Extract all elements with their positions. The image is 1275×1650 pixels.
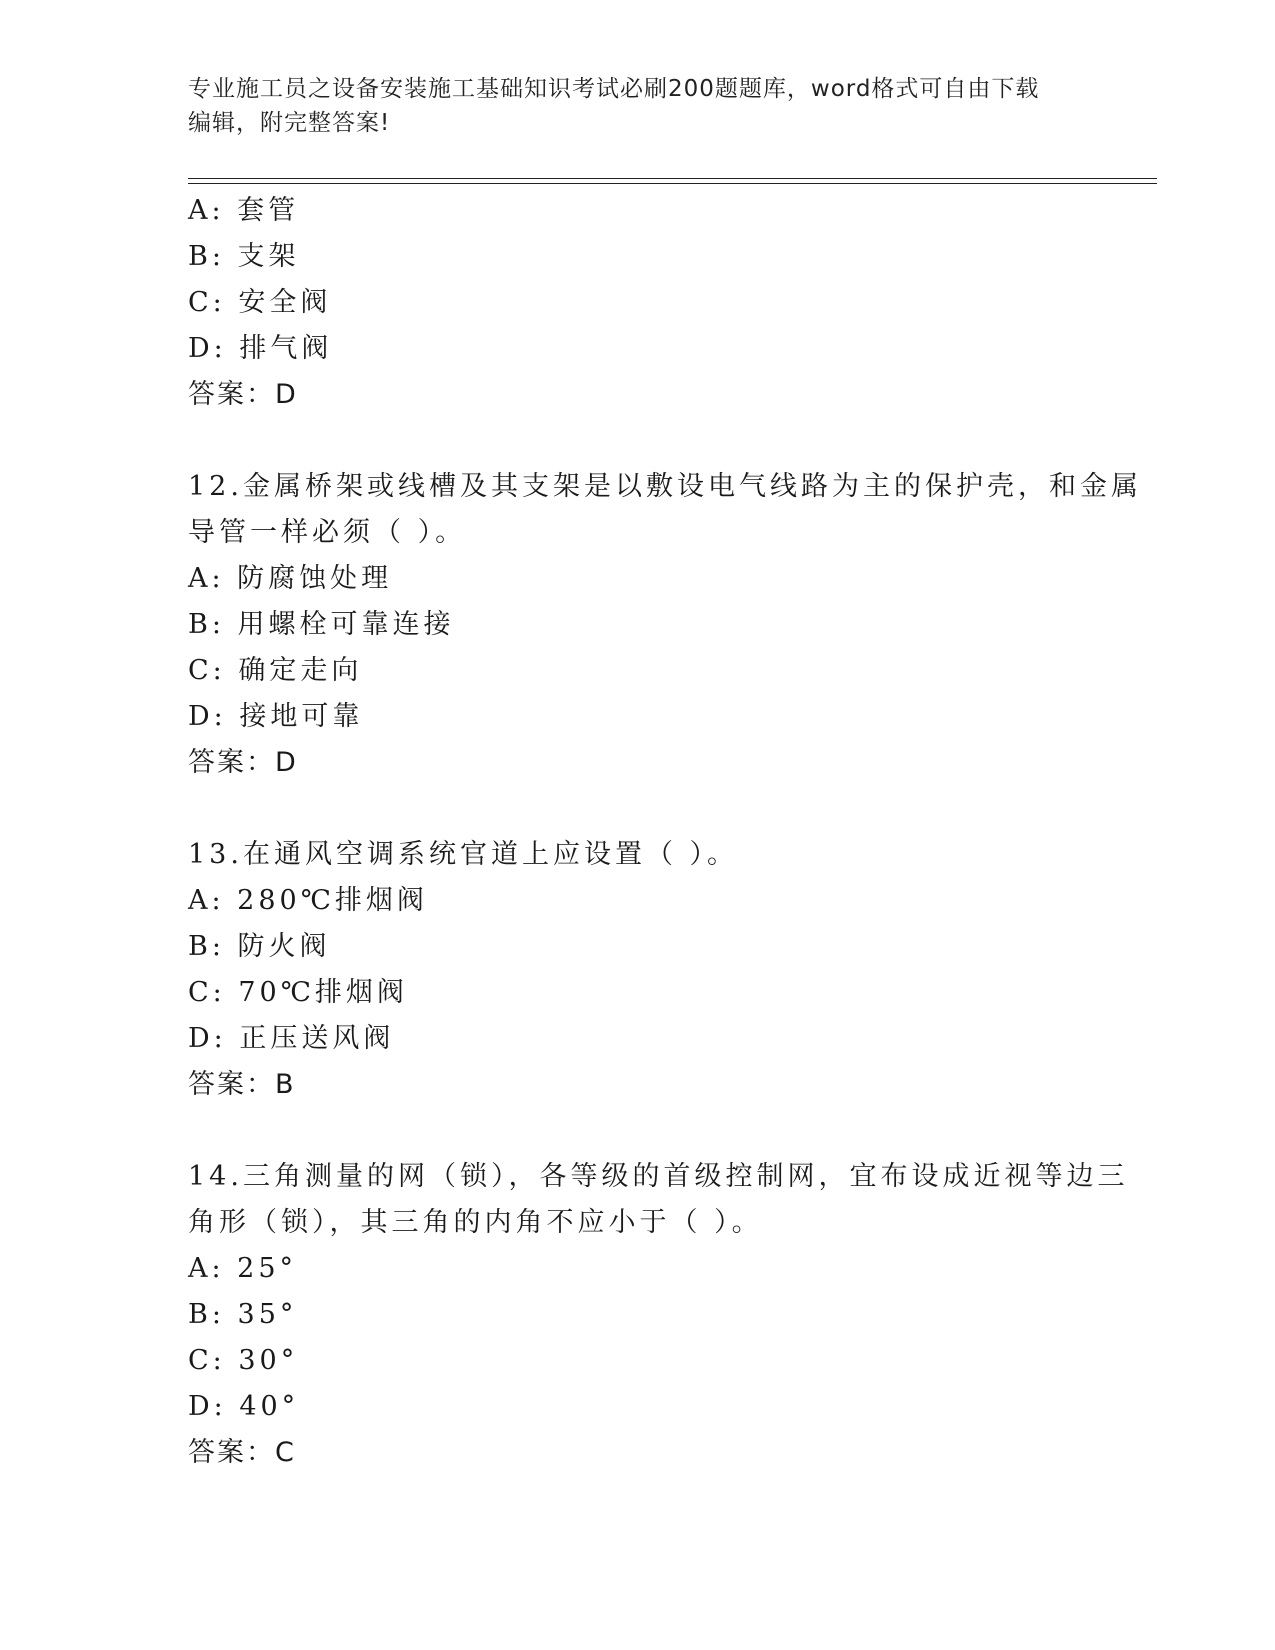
- option-b: B: 防火阀: [188, 931, 331, 962]
- option-d: D: 40°: [188, 1391, 300, 1422]
- option-c: C: 确定走向: [188, 655, 363, 686]
- option-d: D: 排气阀: [188, 333, 333, 364]
- answer-line: 答案：C: [188, 1437, 296, 1468]
- option-a: A: 套管: [188, 195, 300, 226]
- header-divider-bottom: [188, 183, 1157, 184]
- option-c: C: 30°: [188, 1345, 299, 1376]
- question-stem-line-1: 12.金属桥架或线槽及其支架是以敷设电气线路为主的保护壳，和金属: [188, 471, 1142, 502]
- question-block-continued: [188, 188, 1088, 418]
- option-c: C: 安全阀: [188, 287, 332, 318]
- answer-line: 答案：B: [188, 1069, 296, 1100]
- question-stem-line-2: 角形（锁），其三角的内角不应小于（ ）。: [188, 1207, 763, 1238]
- page-header: [188, 72, 1088, 140]
- option-b: B: 35°: [188, 1299, 298, 1330]
- option-a: A: 防腐蚀处理: [188, 563, 393, 594]
- question-stem-line-2: 导管一样必须（ ）。: [188, 517, 467, 548]
- answer-line: 答案：D: [188, 379, 298, 410]
- header-divider-top: [188, 178, 1157, 179]
- question-list: [188, 188, 1142, 1476]
- option-a: A: 25°: [188, 1253, 298, 1284]
- option-b: B: 用螺栓可靠连接: [188, 609, 455, 640]
- option-a: A: 280℃排烟阀: [188, 885, 428, 916]
- option-c: C: 70℃排烟阀: [188, 977, 408, 1008]
- question-stem-line-1: 14.三角测量的网（锁），各等级的首级控制网，宜布设成近视等边三: [188, 1161, 1129, 1192]
- question-stem-line-1: 13.在通风空调系统官道上应设置（ ）。: [188, 839, 739, 870]
- option-b: B: 支架: [188, 241, 300, 272]
- header-line-2: 编辑，附完整答案!: [188, 110, 391, 136]
- question-block-12: [188, 464, 1142, 786]
- option-d: D: 接地可靠: [188, 701, 364, 732]
- header-line-1: 专业施工员之设备安装施工基础知识考试必刷200题题库，word格式可自由下载: [188, 76, 1040, 102]
- question-block-14: [188, 1154, 1129, 1476]
- question-block-13: [188, 832, 1088, 1108]
- answer-line: 答案：D: [188, 747, 298, 778]
- option-d: D: 正压送风阀: [188, 1023, 395, 1054]
